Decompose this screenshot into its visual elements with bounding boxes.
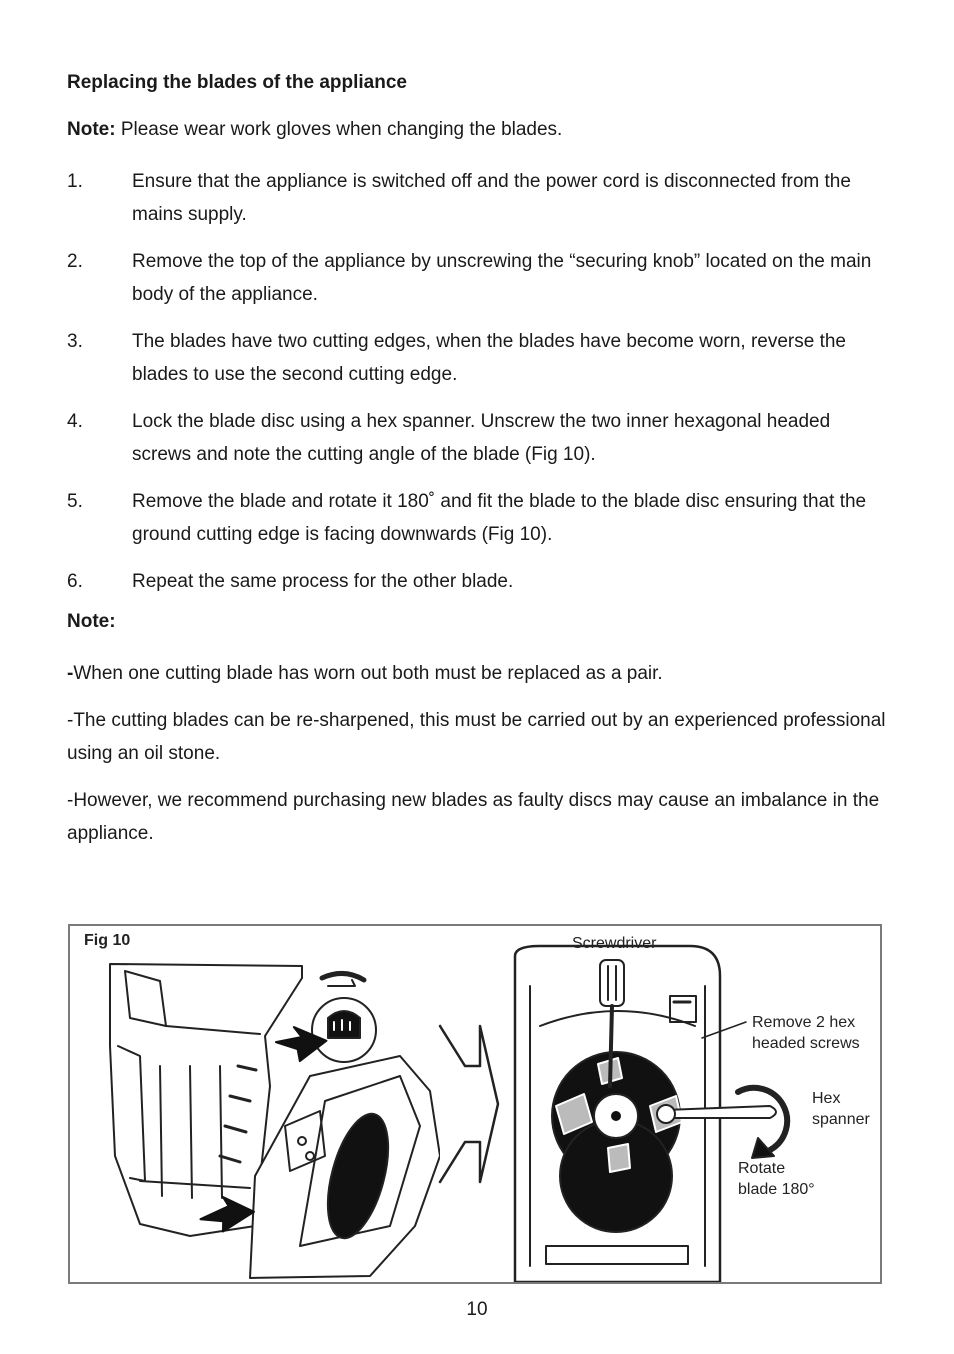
- step-text: The blades have two cutting edges, when the blades have become worn, reverse the blades to use the second cutting edge.: [132, 331, 846, 385]
- label-remove-line-2: headed screws: [752, 1035, 860, 1052]
- step-item: [67, 565, 887, 598]
- label-rotate-line-1: Rotate: [738, 1160, 786, 1177]
- step-item: [67, 325, 887, 391]
- step-text: Remove the blade and rotate it 180˚ and fit the blade to the blade disc ensuring that the ground cutting edge is facing downwards (Fig 10).: [132, 491, 867, 545]
- appliance-body-drawing: [250, 1056, 440, 1278]
- note-item: [67, 657, 887, 690]
- notes-list: [67, 657, 887, 864]
- label-hex-line-2: spanner: [812, 1111, 870, 1128]
- fig-10-illustration: [68, 924, 882, 1284]
- note-item: [67, 704, 887, 770]
- step-item: [67, 405, 887, 471]
- label-rotate-line-2: blade 180°: [738, 1181, 815, 1198]
- step-item: [67, 245, 887, 311]
- note-label: Note:: [67, 119, 116, 140]
- label-remove-screws: [752, 1012, 882, 1054]
- step-number: 6.: [67, 571, 83, 592]
- label-rotate-blade: [738, 1158, 848, 1200]
- label-screwdriver: Screwdriver: [572, 935, 657, 952]
- step-text: Ensure that the appliance is switched off and the power cord is disconnected from the mains supply.: [132, 171, 851, 225]
- step-item: [67, 165, 887, 231]
- step-number: 1.: [67, 171, 83, 192]
- note-item: [67, 784, 887, 850]
- step-item: [67, 485, 887, 551]
- step-number: 5.: [67, 491, 83, 512]
- note-item-text: -The cutting blades can be re-sharpened, this must be carried out by an experienced professional using an oil stone.: [67, 710, 886, 764]
- step-number: 4.: [67, 411, 83, 432]
- gloves-note: [67, 119, 562, 141]
- step-arrow-icon: [440, 1026, 498, 1182]
- step-text: Repeat the same process for the other blade.: [132, 571, 514, 592]
- steps-list: [67, 165, 887, 612]
- step-text: Lock the blade disc using a hex spanner. Unscrew the two inner hexagonal headed screws and note the cutting angle of the blade (Fig 10).: [132, 411, 831, 465]
- blade-replacement-drawing: [70, 926, 880, 1282]
- label-remove-line-1: Remove 2 hex: [752, 1014, 856, 1031]
- securing-knob-drawing: [312, 973, 376, 1062]
- step-text: Remove the top of the appliance by unscrewing the “securing knob” located on the main body of the appliance.: [132, 251, 872, 305]
- label-hex-spanner: [812, 1088, 882, 1130]
- note-heading: Note:: [67, 611, 116, 632]
- note-item-text: -However, we recommend purchasing new blades as faulty discs may cause an imbalance in the appliance.: [67, 790, 880, 844]
- label-hex-line-1: Hex: [812, 1090, 841, 1107]
- note-item-text: When one cutting blade has worn out both must be replaced as a pair.: [73, 663, 663, 684]
- note-text: Please wear work gloves when changing the blades.: [115, 119, 563, 140]
- figure-title: Fig 10: [84, 932, 131, 949]
- step-number: 3.: [67, 331, 83, 352]
- page-number: 10: [466, 1299, 488, 1320]
- section-heading: Replacing the blades of the appliance: [67, 72, 407, 93]
- note-dash: -: [67, 663, 74, 684]
- step-number: 2.: [67, 251, 83, 272]
